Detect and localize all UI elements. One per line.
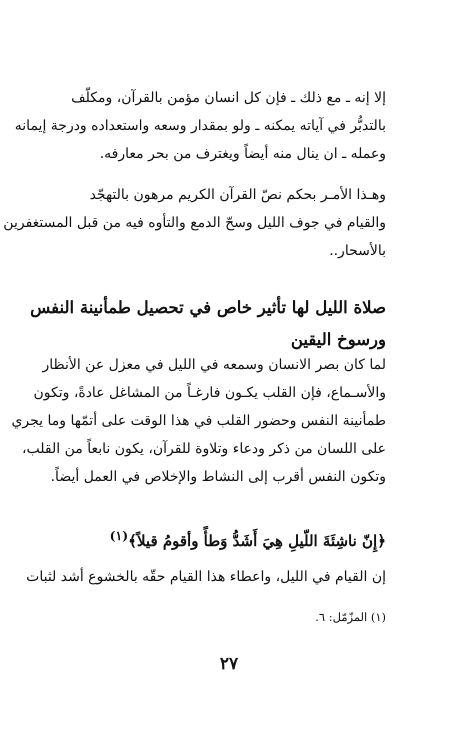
paragraph-3 [11,351,386,491]
section-heading [30,292,386,356]
footnote-text: (١) المزّمّل: ٦. [315,610,386,624]
page-number: ٢٧ [219,654,239,674]
verse-text: ﴿إِنّ ناشِئَةَ اللّيلِ هِيَ أَشَدُّ وَطأً وأقومُ قيلاً﴾ [128,532,386,550]
text-line: وهـذا الأمـر بحكم نصّ القرآن الكريم مرهون بالتهجّد [89,187,386,203]
paragraph-1 [14,84,386,168]
text-line: بالأسحار.. [329,243,386,259]
text-line: والأسـماع، فإن القلب يكـون فارغـاً من المشاغل عادةً، وتكون [33,385,386,401]
footnote-marker: (١) [109,528,129,543]
text-line: إلا إنه ـ مع ذلك ـ فإن كل انسان مؤمن بالقرآن، ومكلّف [71,90,386,106]
paragraph-2 [3,181,386,265]
quran-verse [74,520,386,552]
text-line: والقيام في جوف الليل وسحّ الدمع والتأوه فيه من قبل المستغفرين [3,215,386,231]
text-line: على اللسان من ذكر ودعاء وتلاوة للقرآن، يكون نابعاً من القلب، [22,441,386,457]
text-line: إن القيام في الليل، واعطاء هذا القيام حقّه بالخشوع أشد لثبات [26,569,386,585]
text-line: طمأنينة النفس وحضور القلب في هذا الوقت على أتمّها وما يجري [11,413,386,429]
heading-line: صلاة الليل لها تأثير خاص في تحصيل طمأنينة النفس [30,298,386,317]
heading-line: ورسوخ اليقين [290,330,386,349]
text-line: بالتدبُّر في آياته يمكنه ـ ولو بمقدار وسعه واستعداده ودرجة إيمانه [14,118,386,134]
paragraph-4 [26,563,386,591]
text-line: وعمله ـ ان ينال منه أيضاً ويغترف من بحر معارفه. [99,146,386,162]
text-line: وتكون النفس أقرب إلى النشاط والإخلاص في العمل أيضاً. [50,469,386,485]
verse-line [74,520,386,552]
text-line: لما كان بصر الانسان وسمعه في الليل في معزل عن الأنظار [42,357,386,373]
footnote [74,606,386,628]
